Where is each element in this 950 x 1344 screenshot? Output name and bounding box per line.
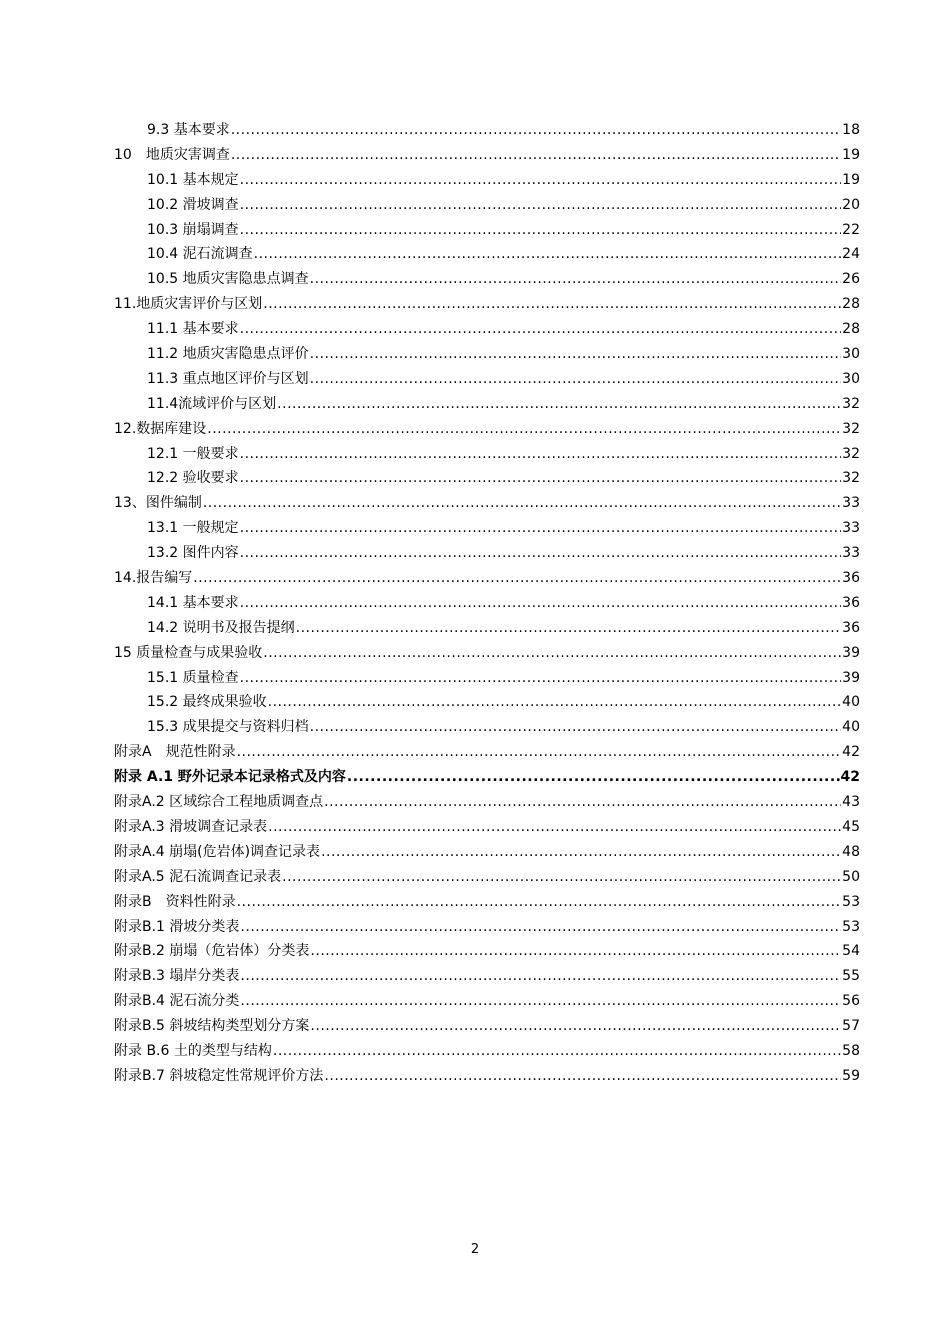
toc-entry-title: 15 质量检查与成果验收 [114, 644, 263, 661]
toc-entry[interactable] [114, 242, 860, 267]
toc-entry-page: 39 [842, 669, 860, 686]
toc-dot-leader [240, 168, 842, 193]
toc-entry-page: 26 [842, 271, 860, 288]
toc-entry-page: 32 [842, 420, 860, 437]
toc-entry-title: 附录A.3 滑坡调查记录表 [114, 818, 268, 835]
toc-entry-page: 32 [842, 445, 860, 462]
toc-entry-page: 33 [842, 520, 860, 537]
toc-entry[interactable] [114, 342, 860, 367]
toc-entry-title: 14.报告编写 [114, 570, 193, 587]
toc-entry[interactable] [114, 1039, 860, 1064]
toc-entry-page: 30 [842, 370, 860, 387]
toc-entry[interactable] [114, 566, 860, 591]
toc-entry-page: 57 [842, 1018, 860, 1035]
toc-entry-page: 36 [842, 570, 860, 587]
toc-entry-page: 42 [840, 769, 860, 786]
toc-entry[interactable] [114, 541, 860, 566]
toc-entry-page: 33 [842, 495, 860, 512]
toc-dot-leader [240, 989, 841, 1014]
toc-dot-leader [310, 342, 842, 367]
toc-entry-title: 附录A.2 区域综合工程地质调查点 [114, 794, 324, 811]
toc-entry-title: 附录A.4 崩塌(危岩体)调查记录表 [114, 843, 321, 860]
toc-entry-title: 13、图件编制 [114, 495, 202, 512]
toc-entry-title: 11.2 地质灾害隐患点评价 [147, 346, 309, 363]
toc-entry[interactable] [114, 168, 860, 193]
toc-dot-leader [240, 964, 841, 989]
toc-entry[interactable] [114, 193, 860, 218]
toc-entry-page: 55 [842, 968, 860, 985]
toc-entry-title: 10.1 基本规定 [147, 171, 239, 188]
toc-entry-title: 附录B.3 塌岸分类表 [114, 968, 240, 985]
toc-dot-leader [310, 715, 842, 740]
toc-entry-page: 30 [842, 346, 860, 363]
toc-entry[interactable] [114, 939, 860, 964]
toc-dot-leader [240, 317, 842, 342]
toc-entry-title: 11.4流域评价与区划 [147, 395, 277, 412]
toc-entry-title: 12.数据库建设 [114, 420, 207, 437]
toc-entry[interactable] [114, 1014, 860, 1039]
toc-entry[interactable] [114, 890, 860, 915]
toc-entry-title: 附录 B.6 土的类型与结构 [114, 1042, 272, 1059]
toc-entry-title: 附录A.5 泥石流调查记录表 [114, 868, 282, 885]
toc-entry[interactable] [114, 616, 860, 641]
toc-entry-page: 28 [842, 296, 860, 313]
toc-entry-title: 9.3 基本要求 [147, 122, 230, 138]
toc-entry[interactable] [114, 218, 860, 243]
toc-entry[interactable] [114, 641, 860, 666]
toc-entry-title: 附录B.7 斜坡稳定性常规评价方法 [114, 1067, 324, 1084]
toc-entry-title: 13.1 一般规定 [147, 520, 239, 537]
toc-entry-page: 39 [842, 644, 860, 661]
toc-dot-leader [240, 516, 842, 541]
toc-entry-title: 附录A 规范性附录 [114, 744, 236, 761]
toc-entry[interactable] [114, 765, 860, 790]
toc-entry-page: 36 [842, 594, 860, 611]
toc-entry-title: 14.2 说明书及报告提纲 [147, 619, 295, 636]
toc-entry-title: 10 地质灾害调查 [114, 146, 230, 163]
toc-entry-title: 15.1 质量检查 [147, 669, 239, 686]
toc-entry-title: 附录B.2 崩塌（危岩体）分类表 [114, 943, 310, 960]
toc-dot-leader [268, 815, 841, 840]
toc-entry-page: 48 [842, 843, 860, 860]
toc-entry-title: 10.3 崩塌调查 [147, 221, 239, 238]
toc-entry[interactable] [114, 790, 860, 815]
page-number: 2 [470, 1242, 480, 1257]
toc-dot-leader [282, 865, 841, 890]
table-of-contents [114, 118, 860, 1089]
toc-dot-leader [203, 491, 841, 516]
toc-entry[interactable] [114, 591, 860, 616]
toc-entry-page: 45 [842, 818, 860, 835]
toc-entry-page: 50 [842, 868, 860, 885]
toc-entry-title: 10.5 地质灾害隐患点调查 [147, 271, 309, 288]
toc-entry[interactable] [114, 840, 860, 865]
toc-dot-leader [231, 118, 841, 143]
toc-dot-leader [310, 1014, 841, 1039]
toc-dot-leader [240, 666, 842, 691]
toc-entry-page: 42 [842, 744, 860, 761]
toc-entry-page: 43 [842, 794, 860, 811]
toc-dot-leader [273, 1039, 841, 1064]
toc-dot-leader [268, 690, 842, 715]
toc-entry[interactable] [114, 715, 860, 740]
toc-entry-page: 28 [842, 321, 860, 338]
toc-entry-page: 36 [842, 619, 860, 636]
toc-entry-page: 54 [842, 943, 860, 960]
toc-dot-leader [263, 292, 841, 317]
toc-entry[interactable] [114, 466, 860, 491]
toc-entry[interactable] [114, 267, 860, 292]
toc-entry-page: 40 [842, 719, 860, 736]
toc-entry[interactable] [114, 815, 860, 840]
toc-entry[interactable] [114, 690, 860, 715]
toc-dot-leader [240, 591, 842, 616]
toc-entry-title: 12.2 验收要求 [147, 470, 239, 487]
toc-entry-page: 32 [842, 395, 860, 412]
toc-entry-page: 32 [842, 470, 860, 487]
toc-entry-title: 附录B.1 滑坡分类表 [114, 918, 240, 935]
toc-dot-leader [254, 242, 842, 267]
toc-entry-title: 11.3 重点地区评价与区划 [147, 370, 309, 387]
toc-entry-title: 15.3 成果提交与资料归档 [147, 719, 309, 736]
toc-entry-title: 11.地质灾害评价与区划 [114, 296, 263, 313]
toc-entry-title: 14.1 基本要求 [147, 594, 239, 611]
toc-dot-leader [296, 616, 842, 641]
toc-dot-leader [231, 143, 841, 168]
toc-entry[interactable] [114, 143, 860, 168]
toc-entry[interactable] [114, 915, 860, 940]
toc-entry[interactable] [114, 392, 860, 417]
toc-entry-title: 10.4 泥石流调查 [147, 246, 253, 263]
toc-entry-page: 19 [842, 171, 860, 188]
toc-entry-page: 59 [842, 1067, 860, 1084]
toc-entry-page: 22 [842, 221, 860, 238]
toc-entry-title: 15.2 最终成果验收 [147, 694, 267, 711]
toc-entry-page: 56 [842, 993, 860, 1010]
toc-entry-page: 53 [842, 893, 860, 910]
toc-entry-page: 33 [842, 545, 860, 562]
toc-entry-title: 12.1 一般要求 [147, 445, 239, 462]
toc-entry[interactable] [114, 989, 860, 1014]
toc-dot-leader [240, 541, 842, 566]
toc-entry-title: 附录B.5 斜坡结构类型划分方案 [114, 1018, 310, 1035]
toc-dot-leader [240, 193, 842, 218]
toc-entry-title: 13.2 图件内容 [147, 545, 239, 562]
toc-entry-page: 18 [842, 122, 860, 138]
toc-dot-leader [193, 566, 841, 591]
toc-entry[interactable] [114, 442, 860, 467]
toc-dot-leader [310, 939, 841, 964]
toc-entry-page: 20 [842, 196, 860, 213]
toc-dot-leader [207, 417, 841, 442]
toc-entry[interactable] [114, 317, 860, 342]
toc-dot-leader [240, 466, 842, 491]
toc-entry-title: 10.2 滑坡调查 [147, 196, 239, 213]
toc-entry[interactable] [114, 516, 860, 541]
toc-entry[interactable] [114, 740, 860, 765]
toc-dot-leader [277, 392, 841, 417]
toc-dot-leader [321, 840, 841, 865]
toc-entry-title: 11.1 基本要求 [147, 321, 239, 338]
toc-entry-title: 附录 A.1 野外记录本记录格式及内容 [114, 769, 346, 786]
toc-entry-page: 58 [842, 1042, 860, 1059]
toc-entry[interactable] [114, 865, 860, 890]
toc-entry[interactable] [114, 367, 860, 392]
toc-dot-leader [310, 367, 842, 392]
toc-dot-leader [240, 915, 841, 940]
toc-entry[interactable] [114, 417, 860, 442]
toc-entry-title: 附录B 资料性附录 [114, 893, 236, 910]
toc-dot-leader [240, 218, 842, 243]
toc-entry[interactable] [114, 1064, 860, 1089]
toc-entry-page: 53 [842, 918, 860, 935]
toc-dot-leader [263, 641, 841, 666]
toc-entry-page: 19 [842, 146, 860, 163]
toc-entry[interactable] [114, 964, 860, 989]
toc-dot-leader [237, 740, 842, 765]
toc-dot-leader [347, 765, 840, 790]
toc-dot-leader [240, 442, 842, 467]
toc-entry-page: 40 [842, 694, 860, 711]
toc-entry[interactable] [114, 292, 860, 317]
toc-dot-leader [324, 790, 841, 815]
toc-dot-leader [237, 890, 842, 915]
toc-entry[interactable] [114, 118, 860, 143]
toc-entry-title: 附录B.4 泥石流分类 [114, 993, 240, 1010]
toc-entry-page: 24 [842, 246, 860, 263]
toc-entry[interactable] [114, 666, 860, 691]
toc-entry[interactable] [114, 491, 860, 516]
toc-dot-leader [310, 267, 842, 292]
toc-dot-leader [324, 1064, 841, 1089]
